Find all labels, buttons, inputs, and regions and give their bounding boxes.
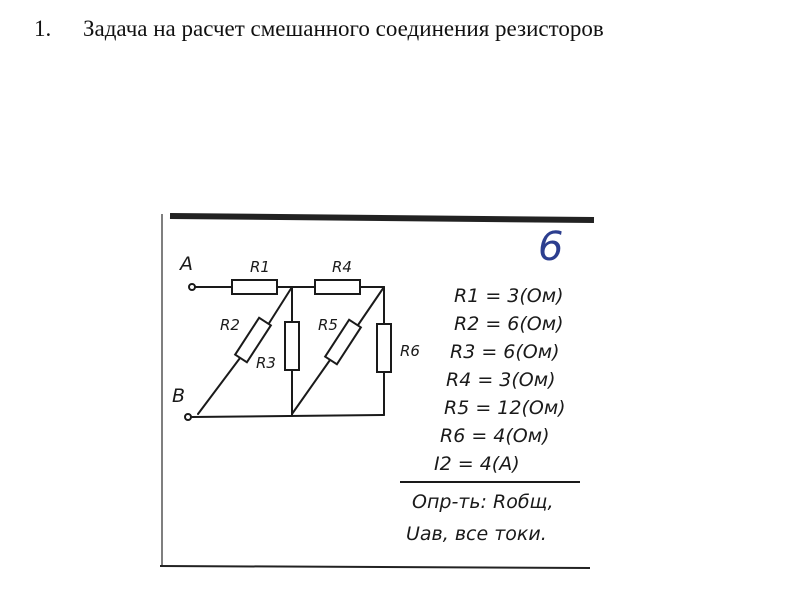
label-r3: R3 (256, 354, 276, 372)
given-r4: R4 = 3(Ом) (446, 369, 556, 391)
task-title: Задача на расчет смешанного соединения резисторов (83, 16, 604, 41)
find-line-2: Uав, все токи. (406, 523, 547, 545)
resistor-r4 (315, 280, 360, 294)
node-a-label: A (180, 253, 193, 275)
label-r6: R6 (400, 342, 420, 360)
resistor-r6 (377, 324, 391, 372)
node-b-terminal (185, 414, 191, 420)
variant-mark: 6 (538, 224, 564, 270)
given-r3: R3 = 6(Ом) (450, 341, 560, 363)
given-r5: R5 = 12(Ом) (444, 397, 566, 419)
task-heading (34, 16, 604, 42)
bottom-rail (192, 415, 384, 417)
given-r1: R1 = 3(Ом) (454, 285, 564, 307)
scanned-problem-image (150, 200, 602, 580)
given-r2: R2 = 6(Ом) (454, 313, 564, 335)
find-line-1: Опр-ть: Rобщ, (412, 491, 554, 513)
scan-bottom-border (160, 566, 590, 568)
given-i2: I2 = 4(А) (434, 453, 520, 475)
scan-top-border (170, 216, 594, 220)
label-r1: R1 (250, 258, 270, 276)
wire-r2-bottom (198, 358, 240, 414)
label-r2: R2 (220, 316, 240, 334)
label-r4: R4 (332, 258, 352, 276)
given-r6: R6 = 4(Ом) (440, 425, 550, 447)
task-number: 1. (34, 16, 52, 41)
label-r5: R5 (318, 316, 338, 334)
circuit-scan (150, 200, 602, 580)
resistor-r3 (285, 322, 299, 370)
resistor-r1 (232, 280, 277, 294)
node-b-label: B (172, 385, 186, 407)
